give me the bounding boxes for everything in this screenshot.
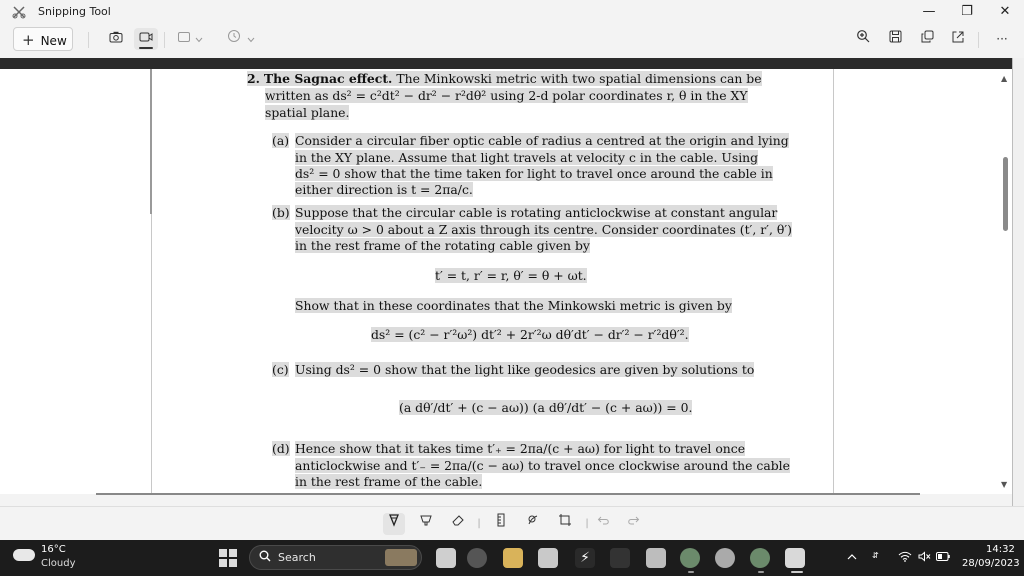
part-a-line-2: in the XY plane. Assume that light travels at velocity c in the cable. Using bbox=[295, 150, 759, 165]
part-b-line-3: in the rest frame of the rotating cable given by bbox=[295, 238, 590, 253]
scroll-up-icon[interactable]: ▲ bbox=[1001, 74, 1008, 83]
mail-icon[interactable] bbox=[646, 548, 666, 568]
problem-title: The Sagnac effect. bbox=[263, 71, 393, 86]
restore-button[interactable]: ❐ bbox=[961, 4, 973, 19]
file-explorer-icon[interactable] bbox=[503, 548, 523, 568]
wifi-icon[interactable] bbox=[898, 551, 912, 565]
divider bbox=[978, 32, 979, 48]
new-button[interactable] bbox=[13, 27, 73, 51]
taskbar-search[interactable] bbox=[249, 545, 422, 570]
outer-border bbox=[1012, 58, 1013, 506]
part-c-line-1: Using ds² = 0 show that the light like geodesics are given by solutions to bbox=[295, 362, 755, 377]
clock-date[interactable]: 28/09/2023 bbox=[962, 558, 1020, 569]
snipping-tool-icon bbox=[12, 5, 26, 19]
intro-line-2: written as ds² = c²dt² − dr² − r²dθ² using 2-d polar coordinates r, θ in the XY bbox=[265, 88, 748, 103]
horizontal-scrollbar[interactable] bbox=[96, 493, 920, 495]
touch-writing-icon[interactable] bbox=[522, 513, 544, 535]
active-indicator bbox=[791, 571, 803, 573]
geodesic-equation: (a dθ′/dt′ + (c − aω)) (a dθ′/dt′ − (c + aω)) = 0. bbox=[399, 400, 693, 415]
part-d-label: (d) bbox=[272, 441, 290, 456]
app-title: Snipping Tool bbox=[38, 5, 111, 18]
part-a-line-1: Consider a circular fiber optic cable of radius a centred at the origin and lying bbox=[295, 133, 789, 148]
rotating-metric-equation: ds² = (c² − r′²ω²) dt′² + 2r′²ω dθ′dt′ − dr′² − r′²dθ′². bbox=[371, 327, 689, 342]
part-d-line-2: anticlockwise and t′₋ = 2πa/(c − aω) to travel once clockwise around the cable bbox=[295, 458, 790, 473]
edge-icon[interactable] bbox=[750, 548, 770, 568]
title-bar bbox=[0, 0, 1024, 24]
zoom-in-icon[interactable] bbox=[851, 28, 875, 50]
part-a-label: (a) bbox=[272, 133, 290, 148]
running-indicator bbox=[758, 571, 764, 573]
chevron-up-icon[interactable] bbox=[847, 551, 857, 564]
app-icon[interactable] bbox=[610, 548, 630, 568]
problem-number: 2. bbox=[247, 71, 260, 86]
toolbar bbox=[0, 24, 1024, 58]
undo-icon[interactable] bbox=[593, 513, 615, 535]
chevron-down-icon[interactable] bbox=[192, 28, 206, 50]
part-b-line-4: Show that in these coordinates that the Minkowski metric is given by bbox=[295, 298, 732, 313]
part-a-line-4: either direction is t = 2πa/c. bbox=[295, 182, 473, 197]
part-b-line-2: velocity ω > 0 about a Z axis through its centre. Consider coordinates (t′, r′, θ′) bbox=[295, 222, 792, 237]
new-label: New bbox=[40, 34, 67, 48]
edge-icon[interactable] bbox=[680, 548, 700, 568]
close-button[interactable]: ✕ bbox=[999, 4, 1011, 19]
divider bbox=[88, 32, 89, 48]
teams-icon[interactable] bbox=[467, 548, 487, 568]
weather-temperature[interactable]: 16°C bbox=[41, 544, 66, 555]
crop-icon[interactable] bbox=[554, 513, 576, 535]
share-icon[interactable] bbox=[946, 28, 970, 50]
more-icon[interactable]: ··· bbox=[996, 32, 1008, 46]
save-icon[interactable] bbox=[883, 28, 907, 50]
plus-icon: + bbox=[22, 31, 35, 49]
coordinate-transform-equation: t′ = t, r′ = r, θ′ = θ + ωt. bbox=[435, 268, 587, 283]
snipping-tool-taskbar-icon[interactable] bbox=[785, 548, 805, 568]
part-b-label: (b) bbox=[272, 205, 290, 220]
search-icon bbox=[259, 550, 271, 565]
divider bbox=[164, 32, 165, 48]
scroll-down-icon[interactable]: ▼ bbox=[1001, 480, 1008, 489]
part-d-line-1: Hence show that it takes time t′₊ = 2πa/(c + aω) for light to travel once bbox=[295, 441, 746, 456]
ruler-icon[interactable] bbox=[490, 513, 512, 535]
part-c-label: (c) bbox=[272, 362, 289, 377]
task-view-icon[interactable] bbox=[436, 548, 456, 568]
redo-icon[interactable] bbox=[622, 513, 644, 535]
divider: | bbox=[477, 518, 481, 529]
battery-icon[interactable] bbox=[936, 551, 950, 564]
part-b-line-1: Suppose that the circular cable is rotating anticlockwise at constant angular bbox=[295, 205, 778, 220]
page-right-border bbox=[833, 69, 834, 494]
cloud-icon bbox=[13, 549, 35, 561]
clock-time[interactable]: 14:32 bbox=[986, 544, 1015, 555]
network-badge-icon[interactable]: ⇵ bbox=[872, 551, 879, 560]
running-indicator bbox=[688, 571, 694, 573]
taskbar bbox=[0, 540, 1024, 576]
intro-line-1: The Minkowski metric with two spatial dimensions can be bbox=[396, 71, 762, 86]
windows-icon[interactable] bbox=[219, 549, 237, 567]
app-icon[interactable]: ⚡ bbox=[575, 548, 595, 568]
canvas-top-bar bbox=[0, 58, 1024, 69]
ballpoint-pen-icon[interactable] bbox=[383, 513, 405, 535]
copy-icon[interactable] bbox=[915, 28, 939, 50]
vertical-scrollbar-thumb[interactable] bbox=[1003, 157, 1008, 231]
canvas-scrollbar-track bbox=[1012, 58, 1024, 506]
divider: | bbox=[585, 518, 589, 529]
clock-icon[interactable] bbox=[222, 28, 246, 50]
eraser-icon[interactable] bbox=[447, 513, 469, 535]
part-d-line-3: in the rest frame of the cable. bbox=[295, 474, 483, 489]
part-a-line-3: ds² = 0 show that the time taken for light to travel once around the cable in bbox=[295, 166, 773, 181]
camera-icon[interactable] bbox=[104, 28, 128, 50]
store-icon[interactable] bbox=[538, 548, 558, 568]
search-highlight-image bbox=[385, 549, 417, 566]
search-label: Search bbox=[278, 551, 316, 564]
highlighter-icon[interactable] bbox=[415, 513, 437, 535]
active-mode-indicator bbox=[139, 47, 153, 49]
minimize-button[interactable]: — bbox=[922, 4, 936, 19]
chevron-down-icon[interactable] bbox=[244, 28, 258, 50]
volume-icon[interactable] bbox=[918, 551, 931, 565]
spotify-icon[interactable] bbox=[715, 548, 735, 568]
weather-condition[interactable]: Cloudy bbox=[41, 558, 76, 569]
scroll-marker bbox=[150, 69, 152, 214]
intro-line-3: spatial plane. bbox=[265, 105, 350, 120]
markup-toolbar bbox=[0, 506, 1024, 541]
